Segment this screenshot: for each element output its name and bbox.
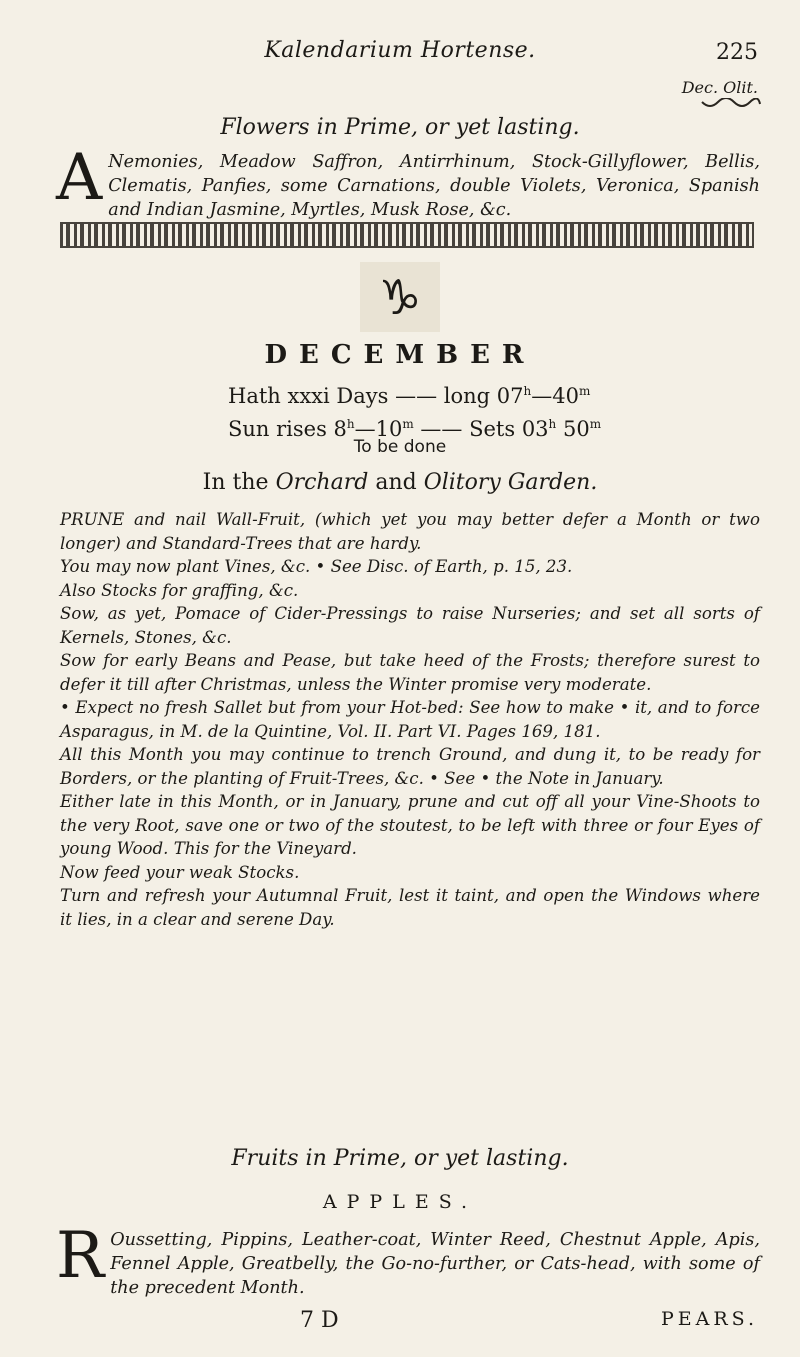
garden-heading <box>0 470 800 495</box>
flowers-heading-plain: Flowers in <box>220 115 338 140</box>
hath-days: Hath xxxi Days <box>228 384 389 408</box>
signature-mark: 7 D <box>300 1308 339 1333</box>
sets-m: m <box>589 417 602 431</box>
rises-m: m <box>402 417 414 431</box>
fruits-heading <box>0 1146 800 1171</box>
sets-tail: 50 <box>562 417 590 441</box>
fruits-plain: Fruits in <box>231 1146 327 1171</box>
garden-em2: Olitory Garden. <box>423 470 598 495</box>
garden-paragraphs <box>60 508 760 931</box>
garden-plain: In the <box>202 470 269 495</box>
page-number: 225 <box>716 40 758 65</box>
long-label: long 07 <box>443 384 524 408</box>
sets-label: Sets 03 <box>469 417 549 441</box>
apples-heading: APPLES. <box>322 1191 478 1213</box>
catchword: PEARS. <box>660 1308 758 1330</box>
paragraph: All this Month you may continue to trench Ground, and dung it, to be ready for Borders, or the planting of Fruit-Trees, &c. • See • the Note in January. <box>60 745 760 788</box>
flowers-paragraph <box>56 141 760 222</box>
flowers-heading-em: Prime, or yet lasting. <box>344 115 580 140</box>
sun-line: Sun rises 8$^h$—10$^m$ —— Sets 03$^h$ 50$^m$ <box>228 417 602 441</box>
long-tail: 40 <box>552 384 579 408</box>
garden-and: and <box>375 470 417 495</box>
garden-em: Orchard <box>275 470 369 495</box>
paragraph: Either late in this Month, or in January, prune and cut off all your Vine-Shoots to the very Root, save one or two of the stoutest, to be left with three or four Eyes of young Wood. This for the Vineyard. <box>60 792 760 858</box>
drop-cap: A <box>56 141 103 215</box>
fruits-em: Prime, or yet lasting. <box>333 1146 569 1171</box>
paragraph: Sow for early Beans and Pease, but take heed of the Frosts; therefore surest to defer it till after Christmas, unless the Winter promise very moderate. <box>60 651 760 694</box>
paragraph: PRUNE and nail Wall-Fruit, (which yet you may better defer a Month or two longer) and Standard-Trees that are hardy. <box>60 510 760 553</box>
paragraph: Turn and refresh your Autumnal Fruit, lest it taint, and open the Windows where it lies, in a clear and serene Day. <box>60 886 760 929</box>
paragraph: You may now plant Vines, &c. • See Disc. of Earth, p. 15, 23. <box>60 557 573 576</box>
rises-h: h <box>346 417 355 431</box>
apples-paragraph <box>56 1219 760 1300</box>
month-tag: Dec. Olit. <box>681 78 758 97</box>
sun-rises: Sun rises 8 <box>228 417 347 441</box>
to-be-done: To be done <box>353 437 447 457</box>
flourish-icon <box>700 98 762 110</box>
flowers-heading <box>0 115 800 140</box>
ornament-band <box>60 222 754 248</box>
apples-text: Oussetting, Pippins, Leather-coat, Winter Reed, Chestnut Apple, Apis, Fennel Apple, Greatbelly, the Go-no-further, or Cats-head, with some of the precedent Month. <box>110 1230 760 1298</box>
day-length-line: Hath xxxi Days —— long 07$^h$—40$^m$ <box>228 384 591 408</box>
zodiac-sign: ♑ <box>378 270 422 326</box>
running-head: Kalendarium Hortense. <box>264 38 536 63</box>
paragraph: Now feed your weak Stocks. <box>60 862 300 882</box>
sets-h: h <box>548 417 557 431</box>
paragraph: Sow, as yet, Pomace of Cider-Pressings to raise Nurseries; and set all sorts of Kernels, Stones, &c. <box>60 604 760 647</box>
paragraph: • Expect no fresh Sallet but from your Hot-bed: See how to make • it, and to force Asparagus, in M. de la Quintine, Vol. II. Part VI. Pages 169, 181. <box>60 698 760 741</box>
rises-tail: 10 <box>375 417 403 441</box>
capricorn-icon <box>360 262 440 332</box>
paragraph: Also Stocks for graffing, &c. <box>60 580 299 600</box>
month-title: DECEMBER <box>264 340 536 370</box>
day-length-block <box>228 377 648 443</box>
long-h: h <box>523 384 532 398</box>
flowers-text: Nemonies, Meadow Saffron, Antirrhinum, Stock-Gillyflower, Bellis, Clematis, Panfies, some Carnations, double Violets, Veronica, Spanish and Indian Jasmine, Myrtles, Musk Rose, &c. <box>108 152 760 220</box>
long-m: m <box>578 384 591 398</box>
apples-drop-cap: R <box>56 1219 105 1293</box>
